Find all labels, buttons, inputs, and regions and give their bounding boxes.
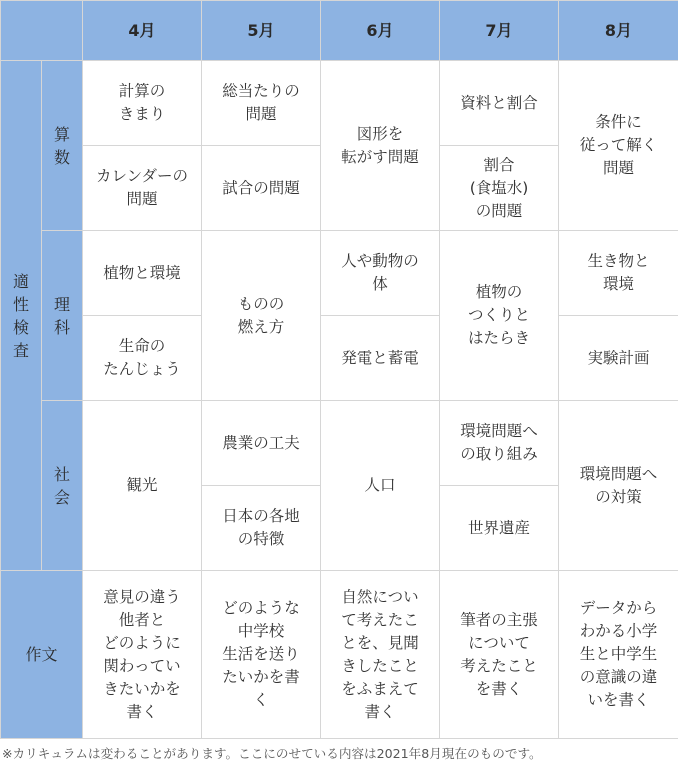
- month-header-jun: 6月: [321, 1, 440, 61]
- math-may-topic-2: 試合の問題: [202, 146, 321, 231]
- social-jul-topic-1: 環境問題へ の取り組み: [440, 401, 559, 486]
- science-aug-topic-1: 生き物と 環境: [559, 231, 678, 316]
- science-label: 理科: [42, 231, 83, 401]
- month-header-aug: 8月: [559, 1, 678, 61]
- science-apr-topic-2: 生命の たんじょう: [83, 316, 202, 401]
- footnote: ※カリキュラムは変わることがあります。ここにのせている内容は2021年8月現在のものです。: [2, 746, 542, 761]
- essay-jun-topic: 自然につい て考えたこ とを、見聞 きしたこと をふまえて 書く: [321, 571, 440, 739]
- essay-jul-topic: 筆者の主張 について 考えたこと を書く: [440, 571, 559, 739]
- essay-may-topic: どのような 中学校 生活を送り たいかを書 く: [202, 571, 321, 739]
- social-aug-topic: 環境問題へ の対策: [559, 401, 678, 571]
- social-apr-topic: 観光: [83, 401, 202, 571]
- social-jul-topic-2: 世界遺産: [440, 486, 559, 571]
- social-label: 社会: [42, 401, 83, 571]
- math-apr-topic-1: 計算の きまり: [83, 61, 202, 146]
- science-apr-topic-1: 植物と環境: [83, 231, 202, 316]
- month-header-apr: 4月: [83, 1, 202, 61]
- math-may-topic-1: 総当たりの 問題: [202, 61, 321, 146]
- math-apr-topic-2: カレンダーの 問題: [83, 146, 202, 231]
- social-jun-topic: 人口: [321, 401, 440, 571]
- essay-apr-topic: 意見の違う 他者と どのように 関わってい きたいかを 書く: [83, 571, 202, 739]
- science-jun-topic-1: 人や動物の 体: [321, 231, 440, 316]
- essay-label: 作文: [1, 571, 83, 739]
- month-header-jul: 7月: [440, 1, 559, 61]
- math-label: 算数: [42, 61, 83, 231]
- math-aug-topic: 条件に 従って解く 問題: [559, 61, 678, 231]
- social-may-topic-2: 日本の各地 の特徴: [202, 486, 321, 571]
- corner-cell: [1, 1, 83, 61]
- science-jun-topic-2: 発電と蓄電: [321, 316, 440, 401]
- math-jun-topic: 図形を 転がす問題: [321, 61, 440, 231]
- math-jul-topic-2: 割合 (食塩水) の問題: [440, 146, 559, 231]
- social-may-topic-1: 農業の工夫: [202, 401, 321, 486]
- science-may-topic: ものの 燃え方: [202, 231, 321, 401]
- header-row: [1, 1, 678, 61]
- essay-aug-topic: データから わかる小学 生と中学生 の意識の違 いを書く: [559, 571, 678, 739]
- month-header-may: 5月: [202, 1, 321, 61]
- aptitude-test-label: 適性検査: [1, 61, 42, 571]
- science-aug-topic-2: 実験計画: [559, 316, 678, 401]
- math-jul-topic-1: 資料と割合: [440, 61, 559, 146]
- science-jul-topic: 植物の つくりと はたらき: [440, 231, 559, 401]
